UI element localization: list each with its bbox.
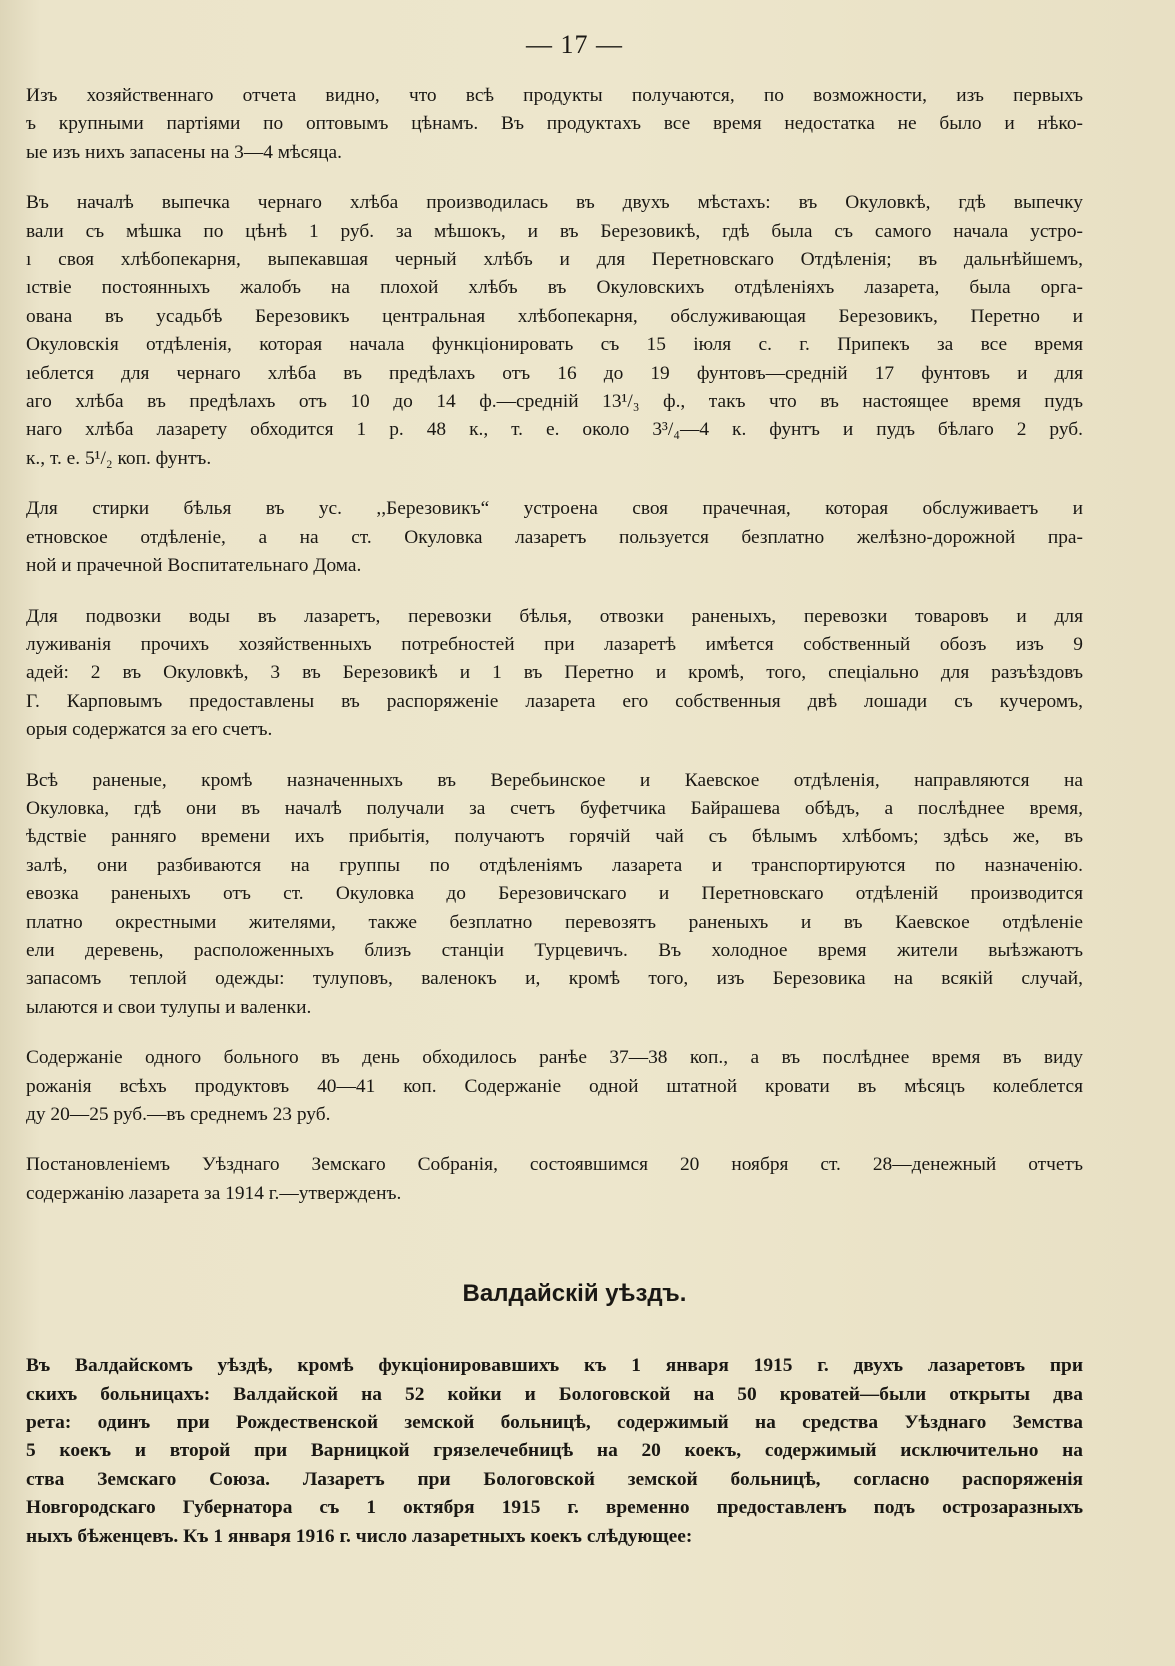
text-line: орыя содержатся за его счетъ. [26,719,273,741]
text-line: ı своя хлѣбопекарня, выпекавшая черный хлѣбъ и для Перетновскаго Отдѣленія; въ дальнѣйшемъ, [26,249,1083,271]
text-line: аго хлѣба въ предѣлахъ отъ 10 до 14 ф.—средній 13¹/₃ ф., такъ что въ настоящее время пудъ [26,391,1083,413]
text-line: Содержаніе одного больного въ день обходилось ранѣе 37—38 коп., а въ послѣднее время въ виду [26,1047,1083,1069]
text-line: наго хлѣба лазарету обходится 1 р. 48 к., т. е. около 3³/₄—4 к. фунтъ и пудъ бѣлаго 2 руб. [26,419,1083,441]
text-line: Въ Валдайскомъ уѣздѣ, кромѣ фукціонировавшихъ къ 1 января 1915 г. двухъ лазаретовъ при [26,1355,1083,1377]
text-line: Въ началѣ выпечка чернаго хлѣба производилась въ двухъ мѣстахъ: въ Окуловкѣ, гдѣ выпечку [26,192,1083,214]
paragraph [26,189,1083,473]
text-line: Окуловскія отдѣленія, которая начала функціонировать съ 15 іюля с. г. Припекъ за все время [26,334,1083,356]
paragraph [26,1044,1083,1129]
text-line: залѣ, они разбиваются на группы по отдѣленіямъ лазарета и транспортируются по назначенію. [26,854,1083,876]
text-line: ıствіе постоянныхъ жалобъ на плохой хлѣбъ въ Окуловскихъ отдѣленіяхъ лазарета, была орга- [26,277,1083,299]
text-line: луживанія прочихъ хозяйственныхъ потребностей при лазаретѣ имѣется собственный обозъ изъ 9 [26,633,1083,655]
text-line: запасомъ теплой одежды: тулуповъ, валенокъ и, кромѣ того, изъ Березовика на всякій случай, [26,968,1083,990]
text-line: Всѣ раненые, кромѣ назначенныхъ въ Веребьинское и Каевское отдѣленія, направляются на [26,769,1083,791]
paragraph [26,1151,1083,1208]
paragraph [26,767,1083,1023]
text-line: Изъ хозяйственнаго отчета видно, что всѣ продукты получаются, по возможности, изъ первыхъ [26,85,1083,106]
text-line: Г. Карповымъ предоставлены въ распоряженіе лазарета его собственныя двѣ лошади съ кучеромъ, [26,690,1083,712]
paragraph [26,603,1083,745]
text-line: ели деревень, расположенныхъ близъ станціи Турцевичъ. Въ холодное время жители выѣзжаютъ [26,939,1083,961]
text-line: Окуловка, гдѣ они въ началѣ получали за счетъ буфетчика Байрашева обѣдъ, а послѣднее время, [26,797,1083,819]
text-line: рожанія всѣхъ продуктовъ 40—41 коп. Содержаніе одной штатной кровати въ мѣсяцъ колеблется [26,1075,1083,1097]
body-text [26,82,1083,1208]
text-line: рета: одинъ при Рождественской земской больницѣ, содержимый на средства Уѣзднаго Земства [26,1412,1083,1434]
text-line: ду 20—25 руб.—въ среднемъ 23 руб. [26,1104,331,1125]
text-line: ства Земскаго Союза. Лазаретъ при Бологовской земской больницѣ, согласно распоряженія [26,1468,1083,1490]
text-line: етновское отдѣленіе, а на ст. Окуловка лазаретъ пользуется безплатно желѣзно-дорожной пра- [26,526,1083,548]
text-line: ована въ усадьбѣ Березовикъ центральная хлѣбопекарня, обслуживающая Березовикъ, Перетно и [26,305,1083,327]
section-title: Валдайскій уѣздъ. [462,1280,687,1308]
paragraph [26,1352,1083,1551]
paragraph [26,495,1083,580]
text-line: Новгородскаго Губернатора съ 1 октября 1915 г. временно предоставленъ подъ острозаразныхъ [26,1497,1083,1519]
text-line: Постановленіемъ Уѣзднаго Земскаго Собранія, состоявшимся 20 ноября ст. 28—денежный отчетъ [26,1154,1083,1176]
page-number: — 17 — [526,30,623,59]
text-line: евозка раненыхъ отъ ст. Окуловка до Березовичскаго и Перетновскаго отдѣленій производится [26,883,1083,905]
paragraph [26,82,1083,167]
text-line: содержанію лазарета за 1914 г.—утвержденъ. [26,1182,402,1204]
text-line: ныхъ бѣженцевъ. Къ 1 января 1916 г. число лазаретныхъ коекъ слѣдующее: [26,1525,693,1547]
text-line: ъ крупными партіями по оптовымъ цѣнамъ. Въ продуктахъ все время недостатка не было и нѣко- [26,113,1083,135]
text-line: ıеблется для чернаго хлѣба въ предѣлахъ отъ 16 до 19 фунтовъ—средній 17 фунтовъ и для [26,362,1083,384]
text-line: Для стирки бѣлья въ ус. ,,Березовикъ“ устроена своя прачечная, которая обслуживаетъ и [26,498,1083,520]
text-line: ые изъ нихъ запасены на 3—4 мѣсяца. [26,141,342,163]
text-line: адей: 2 въ Окуловкѣ, 3 въ Березовикѣ и 1 въ Перетно и кромѣ, того, спеціально для разъѣздовъ [26,662,1083,684]
text-line: 5 коекъ и второй при Варницкой грязелечебницѣ на 20 коекъ, содержимый исключительно на [26,1440,1083,1462]
text-line: ылаются и свои тулупы и валенки. [26,996,312,1018]
text-line: скихъ больницахъ: Валдайской на 52 койки и Бологовской на 50 кроватей—были открыты два [26,1383,1083,1405]
section-text [26,1352,1083,1551]
text-line: ѣдствіе ранняго времени ихъ прибытія, получаютъ горячій чай съ бѣлымъ хлѣбомъ; здѣсь же, въ [26,826,1083,848]
text-line: к., т. е. 5¹/₂ коп. фунтъ. [26,447,212,469]
text-line: Для подвозки воды въ лазаретъ, перевозки бѣлья, отвозки раненыхъ, перевозки товаровъ и для [26,605,1083,627]
text-line: ной и прачечной Воспитательнаго Дома. [26,555,362,577]
text-line: платно окрестными жителями, также безплатно перевозятъ раненыхъ и въ Каевское отдѣленіе [26,911,1083,933]
text-line: вали съ мѣшка по цѣнѣ 1 руб. за мѣшокъ, и въ Березовикѣ, гдѣ была съ самого начала устро- [26,220,1083,242]
